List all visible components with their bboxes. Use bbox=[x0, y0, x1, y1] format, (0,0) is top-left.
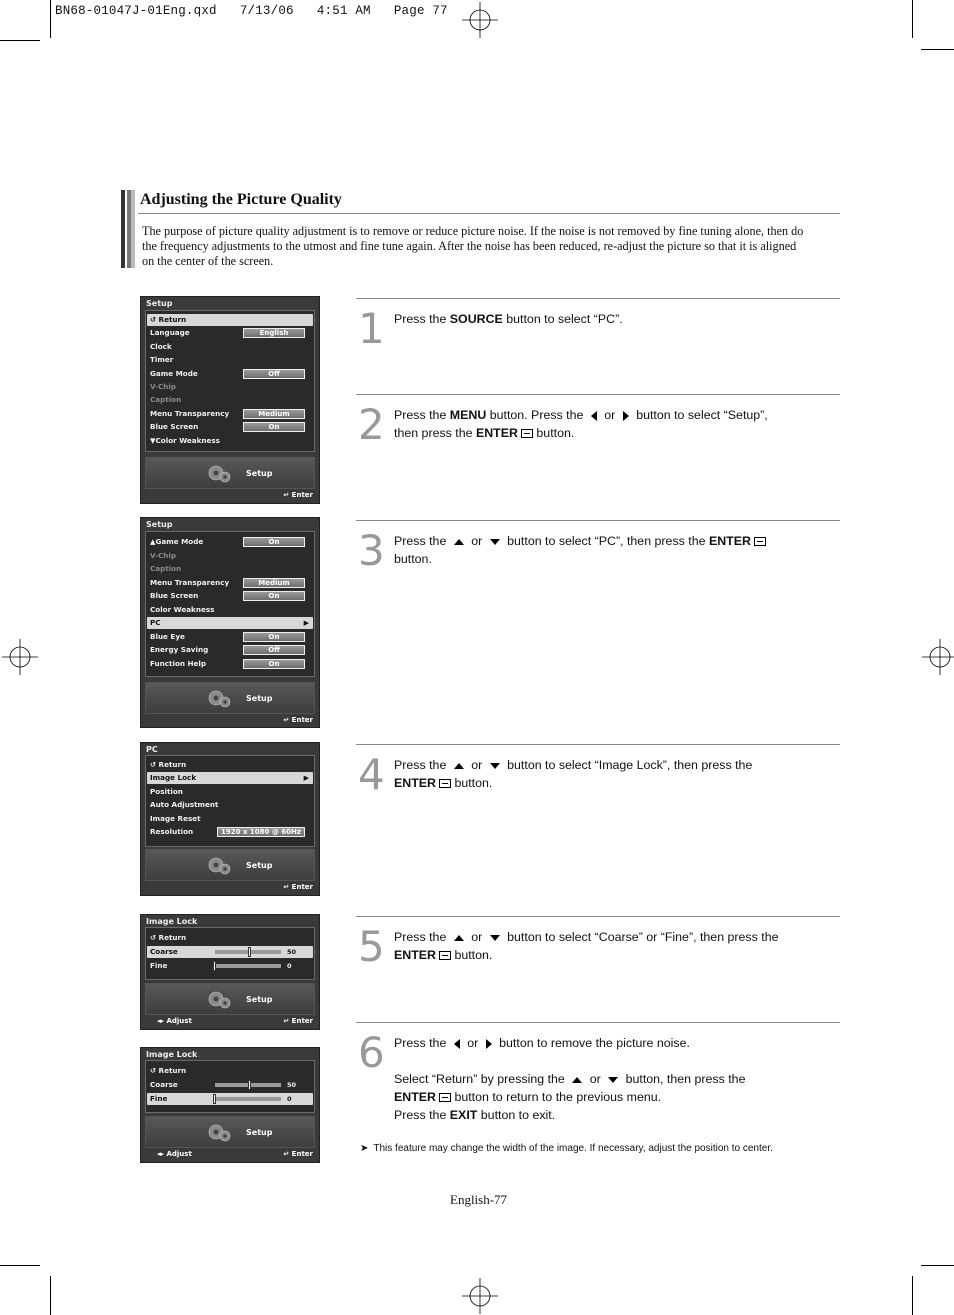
slider-knob[interactable] bbox=[213, 1094, 216, 1104]
step-divider bbox=[356, 520, 840, 521]
crop-mark bbox=[0, 1265, 40, 1266]
slider-knob[interactable] bbox=[248, 947, 251, 957]
osd-item-label: Language bbox=[150, 328, 190, 338]
slider-knob[interactable] bbox=[213, 961, 216, 971]
osd-menu-item[interactable] bbox=[147, 658, 313, 670]
osd-item-value: On bbox=[243, 422, 305, 432]
step-number: 3 bbox=[358, 526, 385, 575]
up-arrow-icon bbox=[572, 1077, 582, 1083]
osd-item-label: Menu Transparency bbox=[150, 577, 230, 587]
osd-item-label: Image Lock bbox=[150, 773, 197, 783]
osd-menu-item[interactable] bbox=[147, 772, 313, 784]
slider-value: 0 bbox=[287, 962, 292, 970]
osd-menu-item[interactable] bbox=[147, 327, 313, 339]
osd-item-label: Game Mode bbox=[150, 368, 198, 378]
step-line: Press the EXIT button to exit. bbox=[394, 1108, 556, 1122]
enter-icon bbox=[439, 1093, 451, 1102]
osd-title: Setup bbox=[146, 520, 173, 529]
osd-item-value: Medium bbox=[243, 578, 305, 588]
osd-menu-item[interactable] bbox=[147, 341, 313, 353]
osd-item-label: Blue Eye bbox=[150, 631, 185, 641]
crop-mark bbox=[50, 1276, 51, 1315]
button-name: ENTER bbox=[394, 1090, 436, 1104]
osd-footer bbox=[145, 457, 315, 489]
osd-footer-label: Setup bbox=[246, 694, 273, 703]
title-divider bbox=[138, 213, 840, 214]
osd-menu-item[interactable] bbox=[147, 617, 313, 629]
step-instructions bbox=[394, 928, 814, 964]
osd-item-value: 1920 x 1080 @ 60Hz bbox=[217, 827, 305, 837]
osd-item-label: Color Weakness bbox=[150, 604, 215, 614]
section-title: Adjusting the Picture Quality bbox=[140, 191, 342, 208]
return-icon: ↺ bbox=[150, 933, 159, 942]
gear-icon bbox=[206, 988, 232, 1012]
right-arrow-icon bbox=[623, 411, 629, 421]
step-number: 1 bbox=[358, 304, 385, 353]
osd-menu-item[interactable] bbox=[147, 590, 313, 602]
step-number: 5 bbox=[358, 922, 385, 971]
osd-menu-item[interactable] bbox=[147, 946, 313, 958]
registration-mark bbox=[2, 639, 38, 675]
enter-icon bbox=[439, 951, 451, 960]
osd-slider[interactable] bbox=[215, 1097, 281, 1101]
osd-item-label: Return bbox=[158, 315, 187, 324]
enter-icon bbox=[439, 779, 451, 788]
osd-menu-item[interactable] bbox=[147, 960, 313, 972]
osd-enter-hint: ↵ Enter bbox=[283, 883, 313, 891]
step-line: Press the or button to remove the picture noise. bbox=[394, 1036, 690, 1050]
osd-menu-item[interactable] bbox=[147, 435, 313, 447]
osd-enter-hint: ↵ Enter bbox=[283, 716, 313, 724]
osd-item-label: Blue Screen bbox=[150, 591, 199, 600]
osd-item-label: Function Help bbox=[150, 658, 207, 668]
osd-slider[interactable] bbox=[215, 950, 281, 954]
return-icon: ↺ bbox=[150, 315, 159, 324]
osd-menu-item[interactable] bbox=[147, 550, 313, 562]
osd-slider[interactable] bbox=[215, 964, 281, 968]
osd-menu-item[interactable] bbox=[147, 314, 313, 326]
up-arrow-icon bbox=[454, 539, 464, 545]
osd-item-label: Coarse bbox=[150, 1080, 178, 1089]
osd-menu-item[interactable] bbox=[147, 826, 313, 838]
intro-paragraph: The purpose of picture quality adjustment is to remove or reduce picture noise. If the noise is not removed by fine tuning alone, then do the frequency adjustments to the utmost and fine tune again. After the noise has been reduced, re-adjust the picture so that it is aligned on the center of the screen. bbox=[142, 224, 804, 269]
osd-title: Setup bbox=[146, 299, 173, 308]
osd-item-value: Medium bbox=[243, 409, 305, 419]
osd-menu-item[interactable] bbox=[147, 1065, 313, 1077]
osd-item-label: Timer bbox=[150, 355, 174, 365]
step-line: Press the or button to select “Coarse” or “Fine”, then press the bbox=[394, 930, 779, 944]
enter-icon bbox=[521, 429, 533, 438]
tv-osd-screen bbox=[140, 914, 320, 1030]
osd-adjust-hint: ◂▸ Adjust bbox=[157, 1017, 192, 1025]
osd-enter-hint: ↵ Enter bbox=[283, 1150, 313, 1158]
osd-footer bbox=[145, 849, 315, 881]
crop-mark bbox=[912, 0, 913, 38]
osd-footer bbox=[145, 1116, 315, 1148]
step-divider bbox=[356, 916, 840, 917]
gear-icon bbox=[206, 854, 232, 878]
step-instructions bbox=[394, 406, 814, 442]
osd-item-label: ▲Game Mode bbox=[150, 537, 204, 546]
osd-item-value: Off bbox=[243, 645, 305, 655]
osd-menu-item[interactable] bbox=[147, 759, 313, 771]
osd-item-label: Return bbox=[158, 1066, 187, 1075]
osd-enter-hint: ↵ Enter bbox=[283, 1017, 313, 1025]
osd-menu-item[interactable] bbox=[147, 932, 313, 944]
left-arrow-icon bbox=[454, 1039, 460, 1049]
osd-title: Image Lock bbox=[146, 917, 198, 926]
crop-mark bbox=[912, 1276, 913, 1315]
step-line: button. bbox=[394, 552, 432, 566]
step-instructions bbox=[394, 1034, 814, 1124]
tv-osd-screen bbox=[140, 296, 320, 504]
osd-item-label: ▼Color Weakness bbox=[150, 435, 220, 445]
osd-item-value: On bbox=[243, 591, 305, 601]
return-icon: ↺ bbox=[150, 1066, 159, 1075]
gear-icon bbox=[206, 462, 232, 486]
osd-menu-item[interactable] bbox=[147, 354, 313, 366]
button-name: ENTER bbox=[394, 776, 436, 790]
step-line bbox=[394, 1052, 814, 1070]
step-number: 4 bbox=[358, 750, 385, 799]
osd-item-label: Auto Adjustment bbox=[150, 800, 219, 810]
osd-item-label: Menu Transparency bbox=[150, 408, 230, 418]
osd-menu-item[interactable] bbox=[147, 1093, 313, 1105]
osd-menu-item[interactable] bbox=[147, 644, 313, 656]
osd-menu-item[interactable] bbox=[147, 408, 313, 420]
button-name: ENTER bbox=[708, 534, 751, 548]
step-line: ENTER button. bbox=[394, 948, 493, 962]
step-line: Press the SOURCE button to select “PC”. bbox=[394, 312, 623, 326]
note-arrow-icon: ➤ bbox=[360, 1143, 369, 1154]
button-name: SOURCE bbox=[449, 312, 503, 326]
step-number: 6 bbox=[358, 1028, 385, 1077]
down-arrow-icon bbox=[490, 763, 500, 769]
osd-menu-item[interactable] bbox=[147, 786, 313, 798]
osd-title: Image Lock bbox=[146, 1050, 198, 1059]
osd-item-label: V-Chip bbox=[150, 382, 177, 391]
step-line: ENTER button. bbox=[394, 776, 493, 790]
step-divider bbox=[356, 394, 840, 395]
title-bar-decoration bbox=[121, 190, 135, 268]
osd-item-label: Clock bbox=[150, 341, 172, 351]
step-line: Press the or button to select “Image Lock”, then press the bbox=[394, 758, 753, 772]
osd-adjust-hint: ◂▸ Adjust bbox=[157, 1150, 192, 1158]
slider-value: 50 bbox=[287, 948, 297, 956]
osd-menu-item[interactable] bbox=[147, 604, 313, 616]
osd-item-label: Fine bbox=[150, 961, 168, 970]
step-divider bbox=[356, 298, 840, 299]
step-number: 2 bbox=[358, 400, 385, 449]
note bbox=[360, 1143, 830, 1154]
osd-footer bbox=[145, 682, 315, 714]
button-name: EXIT bbox=[449, 1108, 478, 1122]
step-line: then press the ENTER button. bbox=[394, 426, 575, 440]
osd-item-label: Blue Screen bbox=[150, 422, 199, 432]
osd-menu-item[interactable] bbox=[147, 536, 313, 548]
button-name: ENTER bbox=[394, 948, 436, 962]
osd-item-value: On bbox=[243, 632, 305, 642]
osd-menu-item[interactable] bbox=[147, 381, 313, 393]
osd-item-label: Caption bbox=[150, 564, 182, 573]
registration-mark bbox=[462, 1278, 498, 1314]
tv-osd-screen bbox=[140, 742, 320, 896]
step-instructions bbox=[394, 310, 814, 328]
osd-menu-item[interactable] bbox=[147, 813, 313, 825]
tv-osd-screen bbox=[140, 1047, 320, 1163]
osd-footer-label: Setup bbox=[246, 469, 273, 478]
osd-item-value: On bbox=[243, 537, 305, 547]
button-name: ENTER bbox=[475, 426, 518, 440]
right-arrow-icon bbox=[486, 1039, 492, 1049]
print-slug: BN68-01047J-01Eng.qxd 7/13/06 4:51 AM Page 77 bbox=[55, 4, 448, 18]
slider-knob[interactable] bbox=[248, 1080, 251, 1090]
osd-menu-item[interactable] bbox=[147, 1079, 313, 1091]
gear-icon bbox=[206, 1121, 232, 1145]
osd-item-value: English bbox=[243, 328, 305, 338]
osd-item-label: Return bbox=[158, 760, 187, 769]
osd-footer-label: Setup bbox=[246, 861, 273, 870]
down-arrow-icon bbox=[490, 935, 500, 941]
return-icon: ↺ bbox=[150, 760, 159, 769]
crop-mark bbox=[50, 0, 51, 38]
osd-slider[interactable] bbox=[215, 1083, 281, 1087]
step-line: ENTER button to return to the previous menu. bbox=[394, 1090, 662, 1104]
osd-item-label: Fine bbox=[150, 1094, 168, 1103]
osd-footer-label: Setup bbox=[246, 995, 273, 1004]
step-line: Select “Return” by pressing the or button, then press the bbox=[394, 1072, 746, 1086]
tv-osd-screen bbox=[140, 517, 320, 728]
gear-icon bbox=[206, 687, 232, 711]
slider-value: 50 bbox=[287, 1081, 297, 1089]
left-arrow-icon bbox=[591, 411, 597, 421]
osd-item-label: Image Reset bbox=[150, 813, 201, 823]
osd-item-label: Coarse bbox=[150, 947, 178, 956]
page-number: English-77 bbox=[450, 1192, 508, 1207]
enter-icon bbox=[754, 537, 766, 546]
registration-mark bbox=[462, 2, 498, 38]
osd-item-value: On bbox=[243, 659, 305, 669]
osd-menu-item[interactable] bbox=[147, 631, 313, 643]
up-arrow-icon bbox=[454, 763, 464, 769]
osd-item-label: Return bbox=[158, 933, 187, 942]
note-text: This feature may change the width of the image. If necessary, adjust the position to center. bbox=[373, 1143, 773, 1154]
osd-menu-item[interactable] bbox=[147, 368, 313, 380]
down-arrow-icon bbox=[490, 539, 500, 545]
osd-title: PC bbox=[146, 745, 158, 754]
osd-item-label: Resolution bbox=[150, 827, 194, 836]
osd-item-label: Position bbox=[150, 786, 183, 796]
step-divider bbox=[356, 1022, 840, 1023]
osd-item-label: Energy Saving bbox=[150, 645, 209, 654]
step-divider bbox=[356, 744, 840, 745]
crop-mark bbox=[0, 40, 40, 41]
up-arrow-icon bbox=[454, 935, 464, 941]
button-name: MENU bbox=[449, 408, 487, 422]
osd-item-label: Caption bbox=[150, 395, 182, 405]
osd-menu-item[interactable] bbox=[147, 421, 313, 433]
osd-menu-item[interactable] bbox=[147, 563, 313, 575]
step-line: Press the MENU button. Press the or button to select “Setup”, bbox=[394, 408, 768, 422]
step-instructions bbox=[394, 756, 814, 792]
osd-enter-hint: ↵ Enter bbox=[283, 491, 313, 499]
submenu-arrow-icon: ▶ bbox=[303, 619, 309, 627]
slider-value: 0 bbox=[287, 1095, 292, 1103]
registration-mark bbox=[922, 639, 954, 675]
osd-footer-label: Setup bbox=[246, 1128, 273, 1137]
osd-item-value: Off bbox=[243, 369, 305, 379]
step-line: Press the or button to select “PC”, then press the ENTER bbox=[394, 532, 814, 550]
crop-mark bbox=[921, 1265, 954, 1266]
osd-menu-item[interactable] bbox=[147, 799, 313, 811]
osd-menu-item[interactable] bbox=[147, 577, 313, 589]
osd-menu-item[interactable] bbox=[147, 394, 313, 406]
osd-footer bbox=[145, 983, 315, 1015]
submenu-arrow-icon: ▶ bbox=[303, 774, 309, 783]
osd-item-label: PC bbox=[150, 618, 161, 627]
osd-item-label: V-Chip bbox=[150, 550, 177, 560]
step-instructions bbox=[394, 532, 814, 568]
crop-mark bbox=[921, 49, 954, 50]
down-arrow-icon bbox=[608, 1077, 618, 1083]
